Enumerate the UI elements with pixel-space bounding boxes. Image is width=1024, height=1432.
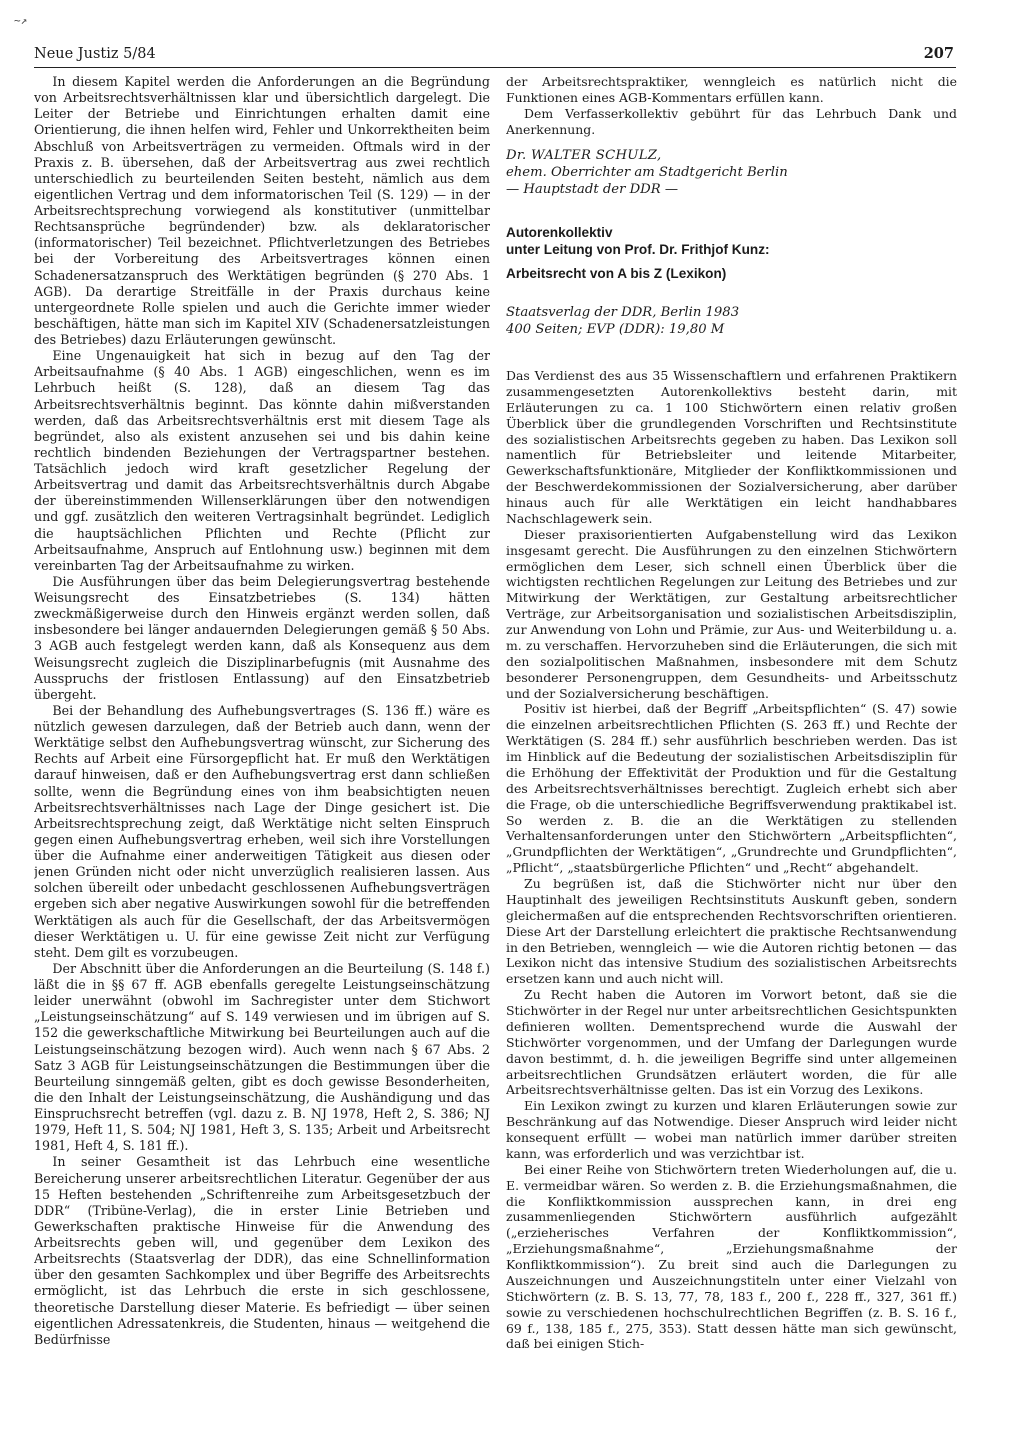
header-rule	[34, 67, 956, 68]
scan-corner-mark: ~↗	[14, 14, 28, 27]
paragraph: In seiner Gesamtheit ist das Lehrbuch eine wesentliche Bereicherung unserer arbeitsrechtlichen Literatur. Gegenüber der aus 15 Heften bestehenden „Schriftenreihe zum Arbeitsgesetzbuch der DDR“ (Tribüne-Verlag), die in erster Linie Betrieben und Gewerkschaften praktische Hinweise für die Anwendung des Arbeitsrechts geben will, und gegenüber dem Lexikon des Arbeitsrechts (Staatsverlag der DDR), das eine Schnellinformation über den gesamten Sachkomplex und über Begriffe des Arbeitsrechts ermöglicht, ist das Lehrbuch die erste in sich geschlossene, theoretische Darstellung dieser Materie. Es befriedigt — über seinen eigentlichen Adressatenkreis, die Studenten, hinaus — weitgehend die Bedürfnisse	[34, 1154, 490, 1347]
review-heading	[506, 224, 957, 283]
paragraph: Der Abschnitt über die Anforderungen an die Beurteilung (S. 148 f.) läßt die in §§ 67 ff. AGB ebenfalls geregelte Leistungseinschätzung leider unerwähnt (obwohl im Sachregister unter dem Stichwort „Leistungseinschätzung“ auf S. 149 verwiesen und im übrigen auf S. 152 die gewerkschaftliche Mitwirkung bei Beurteilungen auch auf die Leistungseinschätzung bezogen wird). Auch wenn nach § 67 Abs. 2 Satz 3 AGB für Leistungseinschätzungen die Bestimmungen über die Beurteilung sinngemäß gelten, gibt es doch gewisse Besonderheiten, die den Inhalt der Leistungseinschätzung, die Aushändigung und das Einspruchsrecht betreffen (vgl. dazu z. B. NJ 1978, Heft 2, S. 386; NJ 1979, Heft 11, S. 504; NJ 1981, Heft 3, S. 135; Arbeit und Arbeitsrecht 1981, Heft 4, S. 181 ff.).	[34, 960, 490, 1154]
review-authors: Autorenkollektiv	[506, 224, 613, 240]
paragraph: Zu begrüßen ist, daß die Stichwörter nicht nur über den Hauptinhalt des jeweiligen Rechtsinstituts Auskunft geben, sondern gleichermaßen auf die entsprechenden Rechtsvorschriften orientieren. Diese Art der Darstellung erleichtert die praktische Rechtsanwendung in den Betrieben, wenngleich — wie die Autoren richtig betonen — das Lexikon nicht das intensive Studium des sozialistischen Arbeitsrechts ersetzen kann und auch nicht will.	[506, 876, 957, 987]
paragraph: Dieser praxisorientierten Aufgabenstellung wird das Lexikon insgesamt gerecht. Die Ausführungen zu den einzelnen Stichwörtern ermöglichen dem Leser, sich schnell einen Überblick über die wichtigsten rechtlichen Regelungen zur Leitung des Betriebes und zur Mitwirkung der Werktätigen, zur Gestaltung arbeitsrechtlicher Verträge, zur Arbeitsorganisation und sozialistischen Arbeitsdisziplin, zur Anwendung von Lohn und Prämie, zur Aus- und Weiterbildung u. a. m. zu verschaffen. Hervorzuheben sind die Erläuterungen, die sich mit den sozialpolitischen Maßnahmen, insbesondere mit dem Schutz besonderer Personengruppen, dem Gesundheits- und Arbeitsschutz und der Sozialversicherung beschäftigen.	[506, 526, 957, 701]
left-column	[34, 74, 490, 1366]
review-editor: unter Leitung von Prof. Dr. Frithjof Kunz:	[506, 242, 770, 257]
book-details: 400 Seiten; EVP (DDR): 19,80 M	[506, 322, 725, 337]
reviewer-title: ehem. Oberrichter am Stadtgericht Berlin	[506, 164, 788, 180]
paragraph: In diesem Kapitel werden die Anforderungen an die Begründung von Arbeitsrechtsverhältnissen klar und übersichtlich dargelegt. Die Leiter der Betriebe und Einrichtungen erhalten damit eine Orientierung, die ihnen helfen wird, Fehler und Unkorrektheiten beim Abschluß von Arbeitsverträgen zu vermeiden. Oftmals wird in der Praxis z. B. übersehen, daß der Arbeitsvertrag aus zwei rechtlich unterschiedlich zu beurteilenden Seiten besteht, nämlich aus dem eigentlichen Vertrag und dem informatorischen Teil (S. 129) — in der Arbeitsrechtsprechung vorwiegend als konstitutiver (unmittelbar Rechtsansprüche begründender) bzw. als deklaratorischer (informatorischer) Teil bezeichnet. Pflichtverletzungen des Betriebes bei der Vorbereitung des Arbeitsvertrages können einen Schadenersatzanspruch des Werktätigen begründen (§ 270 Abs. 1 AGB). Da derartige Streitfälle in der Praxis durchaus keine untergeordnete Rolle spielen und auch die Gerichte immer wieder beschäftigen, hätte man sich im Kapitel XIV (Schadenersatzleistungen des Betriebes) dazu Erläuterungen gewünscht.	[34, 74, 490, 347]
reviewer-signature	[506, 147, 957, 198]
right-column	[506, 74, 957, 1366]
paragraph: Eine Ungenauigkeit hat sich in bezug auf den Tag der Arbeitsaufnahme (§ 40 Abs. 1 AGB) eingeschlichen, wenn es im Lehrbuch heißt (S. 128), daß an diesem Tag das Arbeitsrechtsverhältnis beginnt. Das könnte dahin mißverstanden werden, daß das Arbeitsrechtsverhältnis erst mit diesem Tage als begründet, also als existent anzusehen sei und bis dahin keine rechtlich bindenden Beziehungen der Vertragspartner bestehen. Tatsächlich jedoch wird kraft gesetzlicher Regelung der Arbeitsvertrag und damit das Arbeitsrechtsverhältnis durch Abgabe der übereinstimmenden Willenserklärungen über den notwendigen und ggf. zusätzlich den weiteren Vertragsinhalt begründet. Lediglich die hauptsächlichen Pflichten und Rechte (Pflicht zur Arbeitsaufnahme, Anspruch auf Entlohnung usw.) beginnen mit dem vereinbarten Tag der Arbeitsaufnahme zu wirken.	[34, 348, 490, 573]
review-book-title: Arbeitsrecht von A bis Z (Lexikon)	[506, 265, 727, 281]
page-number: 207	[923, 45, 954, 62]
publication-info	[506, 304, 957, 338]
paragraph: Das Verdienst des aus 35 Wissenschaftlern und erfahrenen Praktikern zusammengesetzten Autorenkollektivs besteht darin, mit Erläuterungen zu ca. 1 100 Stichwörtern einen relativ großen Überblick über die grundlegenden Vorschriften und Rechtsinstitute des sozialistischen Arbeitsrechts gegeben zu haben. Das Lexikon soll namentlich für Betriebsleiter und leitende Mitarbeiter, Gewerkschaftsfunktionäre, Mitglieder der Konfliktkommissionen und der Beschwerdekommissionen der Sozialversicherung, aber darüber hinaus auch für alle Werktätigen ein leicht handhabbares Nachschlagewerk sein.	[506, 368, 957, 526]
paragraph: Positiv ist hierbei, daß der Begriff „Arbeitspflichten“ (S. 47) sowie die einzelnen arbeitsrechtlichen Pflichten (S. 263 ff.) und Rechte der Werktätigen (S. 284 ff.) sehr ausführlich beschrieben werden. Das ist im Hinblick auf die Bedeutung der sozialistischen Arbeitsdisziplin für die Erhöhung der Effektivität der Produktion und für die Gestaltung des Arbeitsrechtsverhältnisses berechtigt. Zugleich erhebt sich aber die Frage, ob die unterschiedliche Begriffsverwendung praktikabel ist. So werden z. B. die an die Werktätigen zu stellenden Verhaltensanforderungen unter den Stichwörtern „Arbeitspflichten“, „Grundpflichten der Werktätigen“, „Grundrechte und Grundpflichten“, „Pflicht“, „staatsbürgerliche Pflichten“ und „Recht“ abgehandelt.	[506, 701, 957, 876]
paragraph: Die Ausführungen über das beim Delegierungsvertrag bestehende Weisungsrecht des Einsatzbetriebes (S. 134) hätten zweckmäßigerweise durch den Hinweis ergänzt werden sollen, daß insbesondere bei länger andauernden Delegierungen gemäß § 50 Abs. 3 AGB auch festgelegt werden kann, daß als Konsequenz aus dem Weisungsrecht zugleich die Disziplinarbefugnis (mit Ausnahme des Ausspruchs der fristlosen Entlassung) auf den Einsatzbetrieb übergeht.	[34, 573, 490, 702]
paragraph: Bei einer Reihe von Stichwörtern treten Wiederholungen auf, die u. E. vermeidbar wären. So werden z. B. die Erziehungsmaßnahmen, die die Konfliktkommission aussprechen kann, in drei eng zusammenliegenden Stichwörtern ausführlich aufgezählt („erzieherisches Verfahren der Konfliktkommission“, „Erziehungsmaßnahme“, „Erziehungsmaßnahme der Konfliktkommission“). Zu breit sind auch die Darlegungen zu Auszeichnungen und Auszeichnungstiteln unter einer Vielzahl von Stichwörtern (z. B. S. 13, 77, 78, 183 f., 200 f., 228 ff., 327, 361 ff.) sowie zu verschiedenen hochschulrechtlichen Begriffen (z. B. S. 16 f., 69 f., 138, 185 f., 275, 353). Statt dessen hätte man sich gewünscht, daß bei einigen Stich-	[506, 1161, 957, 1352]
paragraph: Ein Lexikon zwingt zu kurzen und klaren Erläuterungen sowie zur Beschränkung auf das Notwendige. Dieser Anspruch wird leider nicht konsequent erfüllt — wobei man natürlich immer darüber streiten kann, was erforderlich und was verzichtbar ist.	[506, 1098, 957, 1161]
paragraph: Bei der Behandlung des Aufhebungsvertrages (S. 136 ff.) wäre es nützlich gewesen darzulegen, daß der Betrieb auch dann, wenn der Werktätige selbst den Aufhebungsvertrag wünscht, zur Sicherung des Rechts auf Arbeit eine Fürsorgepflicht hat. Er muß den Werktätigen darauf hinweisen, daß er den Aufhebungsvertrag erst dann schließen sollte, wenn die Begründung eines von ihm beabsichtigten neuen Arbeitsrechtsverhältnisses nach Lage der Dinge gesichert ist. Die Arbeitsrechtsprechung zeigt, daß Werktätige nicht selten Einspruch gegen einen Aufhebungsvertrag erheben, weil sich ihre Vorstellungen über die Aufnahme einer anderweitigen Tätigkeit aus diesen oder jenen Gründen nicht oder nicht unverzüglich realisieren lassen. Aus solchen übereilt oder unbedacht geschlossenen Aufhebungsverträgen ergeben sich aber negative Auswirkungen sowohl für die betreffenden Werktätigen als auch für die Gesellschaft, der das Arbeitsvermögen dieser Werktätigen u. U. für eine gewisse Zeit nicht zur Verfügung steht. Dem gilt es vorzubeugen.	[34, 702, 490, 960]
reviewer-location: — Hauptstadt der DDR —	[506, 181, 679, 197]
paragraph: Zu Recht haben die Autoren im Vorwort betont, daß sie die Stichwörter in der Regel nur unter arbeitsrechtlichen Gesichtspunkten definieren wollten. Dementsprechend wurde die Auswahl der Stichwörter vorgenommen, und der Umfang der Darlegungen wurde davon bestimmt, d. h. die jeweiligen Begriffe sind unter allgemeinen arbeitsrechtlichen Grundsätzen erläutert worden, die für alle Arbeitsrechtsverhältnisse gelten. Das ist ein Vorzug des Lexikons.	[506, 987, 957, 1098]
page-header	[34, 44, 954, 64]
paragraph: der Arbeitsrechtspraktiker, wenngleich es natürlich nicht die Funktionen eines AGB-Kommentars erfüllen kann.	[506, 74, 957, 105]
publisher: Staatsverlag der DDR, Berlin 1983	[506, 305, 740, 320]
paragraph: Dem Verfasserkollektiv gebührt für das Lehrbuch Dank und Anerkennung.	[506, 105, 957, 137]
journal-title: Neue Justiz 5/84	[34, 46, 156, 62]
reviewer-name: Dr. WALTER SCHULZ,	[506, 147, 662, 163]
